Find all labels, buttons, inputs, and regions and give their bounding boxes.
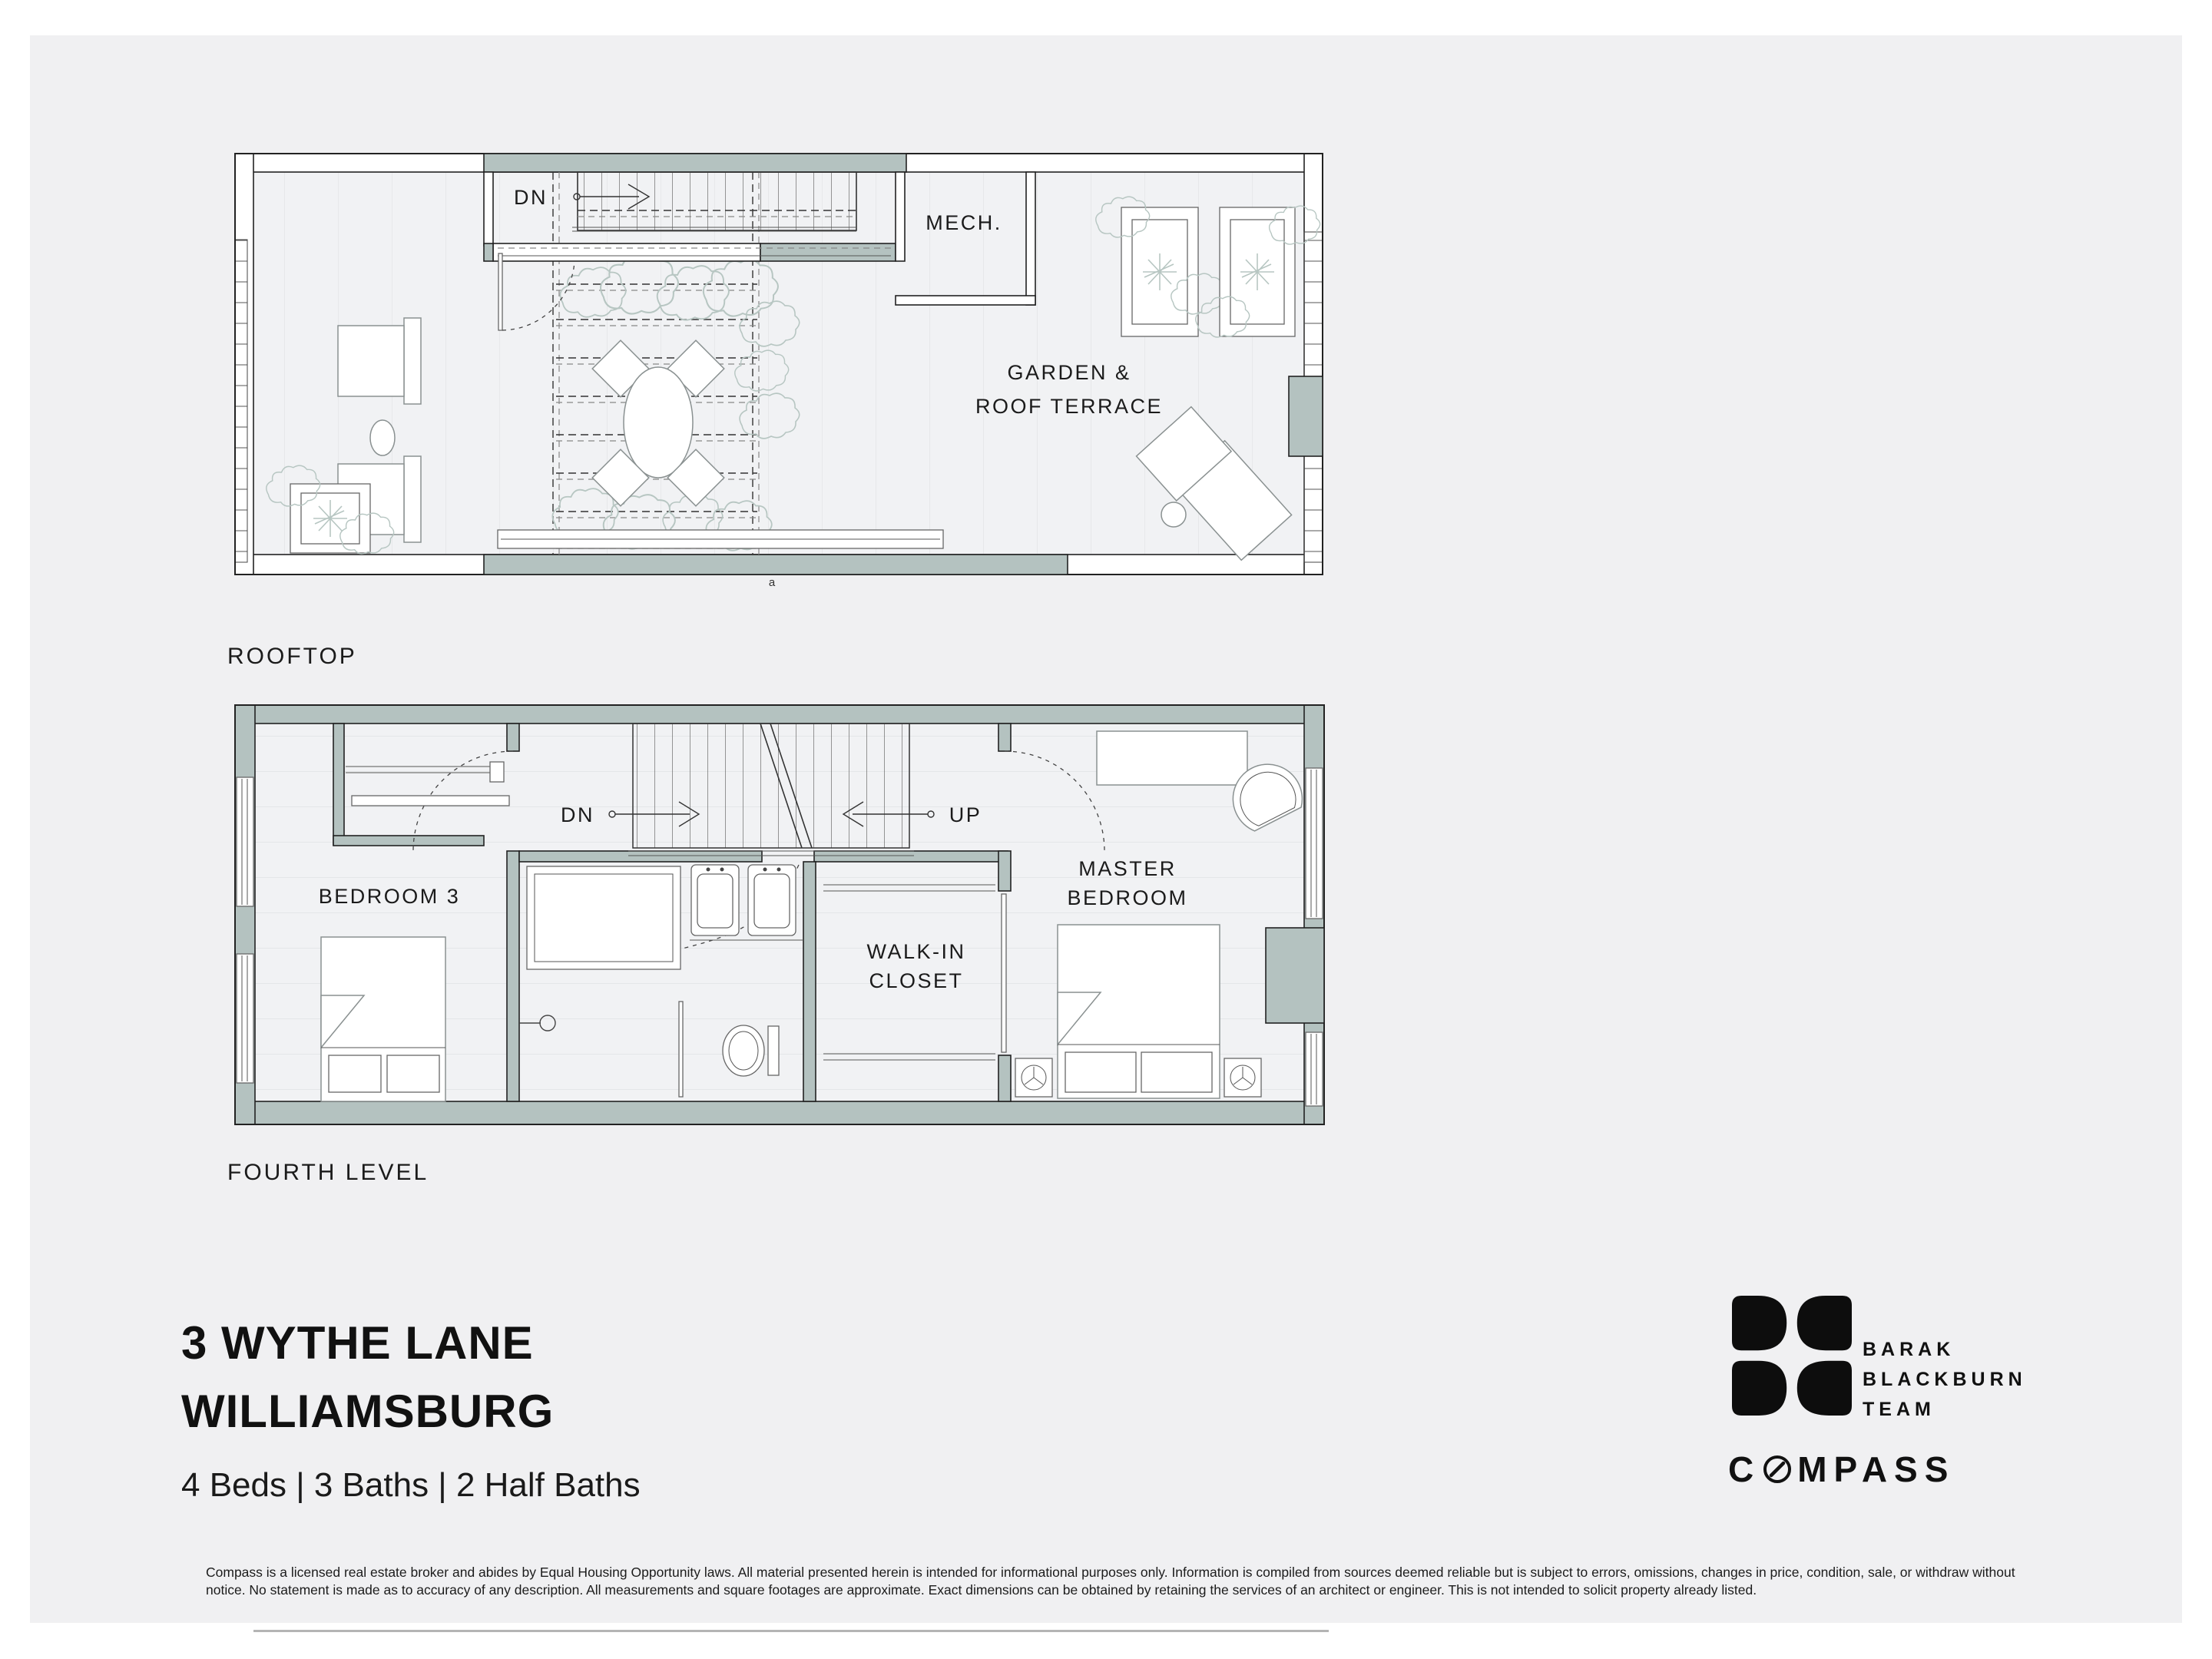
compass-o-icon — [1762, 1454, 1793, 1485]
fourth-dn-label: DN — [561, 803, 594, 826]
side-table-oval — [370, 420, 395, 455]
walkin-label-1: WALK-IN — [866, 940, 966, 963]
roof-chimney-block — [1289, 376, 1323, 456]
section-marker: a — [768, 576, 776, 589]
listing-stats: 4 Beds | 3 Baths | 2 Half Baths — [181, 1465, 641, 1504]
walkin-sliding-door — [1002, 894, 1006, 1052]
rooftop-south-sage-wall — [484, 555, 1068, 575]
fourth-level-floorplan — [230, 700, 1329, 1129]
mech-label: MECH. — [926, 211, 1002, 234]
shower-glass-panel — [679, 1002, 683, 1097]
walkin-label-2: CLOSET — [869, 969, 964, 992]
chaise-side-table — [1161, 502, 1186, 527]
rooftop-caption: ROOFTOP — [227, 644, 357, 669]
master-dresser — [1097, 731, 1247, 785]
rooftop-bulkhead-wall — [484, 154, 906, 172]
master-label-2: BEDROOM — [1067, 886, 1188, 909]
garden-terrace-label-1: GARDEN & — [1007, 361, 1131, 384]
rooftop-dn-label: DN — [514, 186, 548, 209]
next-page-edge — [253, 1630, 1329, 1632]
listing-address: 3 WYTHE LANE — [181, 1317, 534, 1369]
team-name-line2: BLACKBURN — [1863, 1368, 2027, 1390]
team-name-line1: BARAK — [1863, 1339, 1955, 1360]
bedroom3-label: BEDROOM 3 — [318, 885, 461, 908]
legal-disclaimer: Compass is a licensed real estate broker and abides by Equal Housing Opportunity laws. All material presented herein is intended for informational purposes only. Information is compiled from sources deemed reliable but is subject to errors, omissions, changes in price, condition, sale, or withdraw without notice. No statement is made as to accuracy of any description. All measurements and square footages are approximate. Exact dimensions can be obtained by retaining the services of an architect or engineer. This is not intended to solicit property already listed. — [206, 1565, 2015, 1598]
fourth-level-caption: FOURTH LEVEL — [227, 1160, 429, 1185]
nightstand-left — [1015, 1058, 1052, 1097]
barak-blackburn-logo-icon — [1732, 1296, 1852, 1416]
compass-logo — [1728, 1449, 1955, 1490]
south-bench — [498, 530, 943, 548]
team-name — [1863, 1335, 2027, 1424]
compass-logo-c: C — [1728, 1449, 1761, 1489]
fourth-up-label: UP — [949, 803, 982, 826]
title-block — [181, 1310, 641, 1505]
master-label-1: MASTER — [1078, 857, 1177, 880]
bedroom3-bed — [321, 937, 445, 1101]
rooftop-floorplan — [230, 147, 1333, 589]
team-name-line3: TEAM — [1863, 1398, 1936, 1420]
lounge-chair-1 — [338, 318, 421, 404]
listing-neighborhood: WILLIAMSBURG — [181, 1385, 555, 1437]
garden-terrace-label-2: ROOF TERRACE — [975, 395, 1164, 418]
compass-logo-rest: MPASS — [1797, 1449, 1955, 1489]
master-chimney-pier — [1266, 928, 1324, 1023]
nightstand-right — [1224, 1058, 1261, 1097]
master-bed — [1058, 925, 1220, 1098]
toilet — [723, 1025, 779, 1076]
